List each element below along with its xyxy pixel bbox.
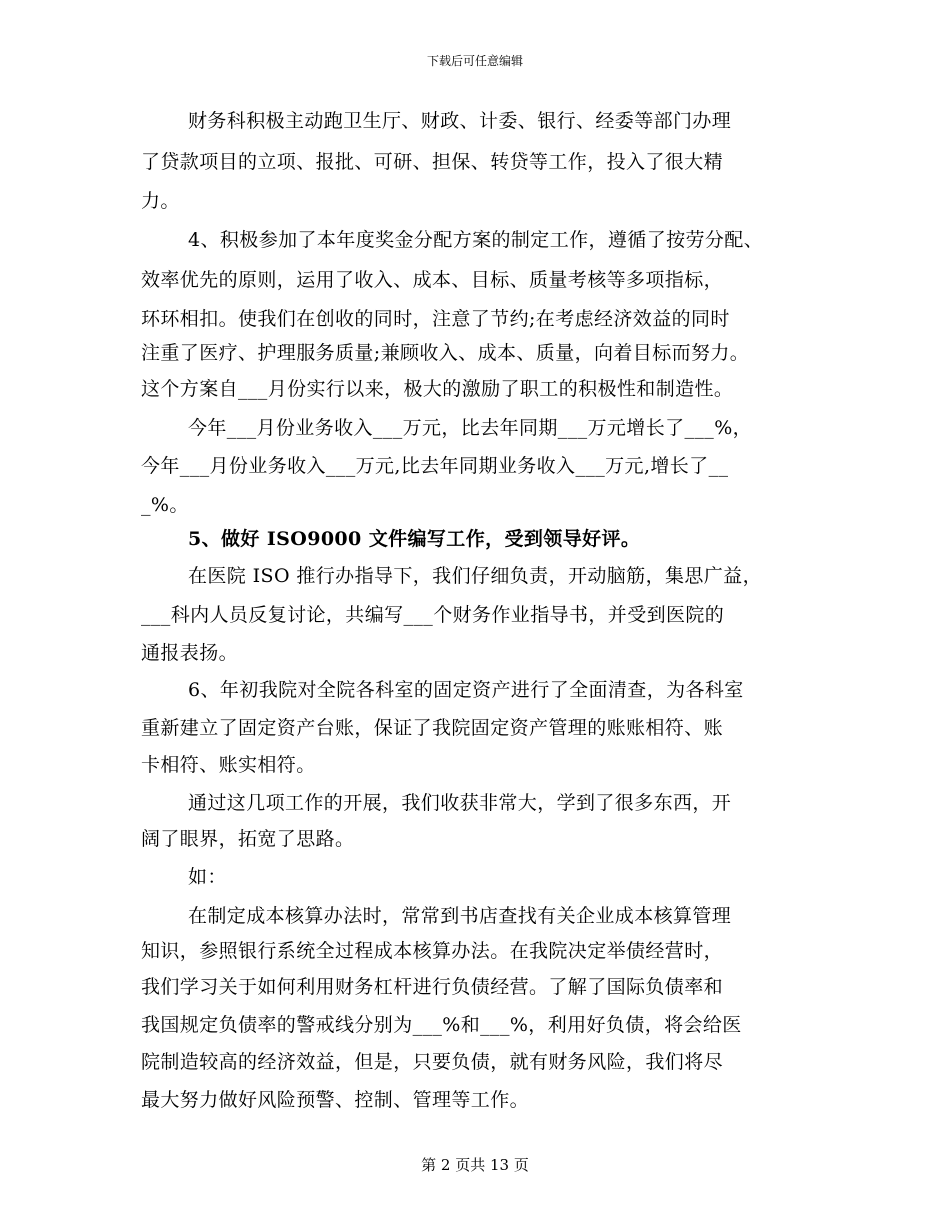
text-line: 通过这几项工作的开展，我们收获非常大，学到了很多东西，开	[188, 792, 732, 814]
text-line: 今年___月份业务收入___万元,比去年同期业务收入___万元,增长了__	[141, 455, 729, 477]
text-line: 我国规定负债率的警戒线分别为___%和___%，利用好负债，将会给医	[141, 1014, 742, 1036]
text-line: 6、年初我院对全院各科室的固定资产进行了全面清查，为各科室	[188, 679, 744, 701]
text-line: 通报表扬。	[141, 642, 239, 664]
text-line: _%。	[141, 494, 189, 516]
text-line: ___科内人员反复讨论，共编写___个财务作业指导书，并受到医院的	[141, 604, 725, 626]
text-line: 效率优先的原则，运用了收入、成本、目标、质量考核等多项指标，	[141, 269, 724, 291]
text-line: 4、积极参加了本年度奖金分配方案的制定工作，遵循了按劳分配、	[188, 229, 764, 251]
text-line: 最大努力做好风险预警、控制、管理等工作。	[141, 1089, 530, 1111]
text-line: 院制造较高的经济效益，但是，只要负债，就有财务风险，我们将尽	[141, 1051, 724, 1073]
text-line: 如：	[188, 866, 227, 888]
text-line: 在医院 ISO 推行办指导下，我们仔细负责，开动脑筋，集思广益，	[188, 565, 762, 587]
page-footer: 第 2 页共 13 页	[421, 1156, 529, 1174]
text-line: 注重了医疗、护理服务质量;兼顾收入、成本、质量，向着目标而努力。	[141, 342, 750, 364]
text-line: 环环相扣。使我们在创收的同时，注意了节约;在考虑经济效益的同时	[141, 308, 730, 330]
section-heading: 5、做好 ISO9000 文件编写工作，受到领导好评。	[188, 528, 641, 550]
text-line: 卡相符、账实相符。	[141, 754, 316, 776]
text-line: 在制定成本核算办法时，常常到书店查找有关企业成本核算管理	[188, 905, 732, 927]
text-line: 力。	[141, 190, 180, 212]
text-line: 重新建立了固定资产台账，保证了我院固定资产管理的账账相符、账	[141, 717, 724, 739]
text-line: 了贷款项目的立项、报批、可研、担保、转贷等工作，投入了很大精	[141, 151, 724, 173]
text-line: 我们学习关于如何利用财务杠杆进行负债经营。了解了国际负债率和	[141, 976, 724, 998]
text-line: 今年___月份业务收入___万元，比去年同期___万元增长了___%，	[188, 417, 753, 439]
text-line: 财务科积极主动跑卫生厅、财政、计委、银行、经委等部门办理	[188, 110, 732, 132]
text-line: 这个方案自___月份实行以来，极大的激励了职工的积极性和制造性。	[141, 378, 734, 400]
page-header: 下载后可任意编辑	[426, 54, 523, 68]
text-line: 阔了眼界，拓宽了思路。	[141, 828, 355, 850]
text-line: 知识，参照银行系统全过程成本核算办法。在我院决定举债经营时，	[141, 940, 724, 962]
